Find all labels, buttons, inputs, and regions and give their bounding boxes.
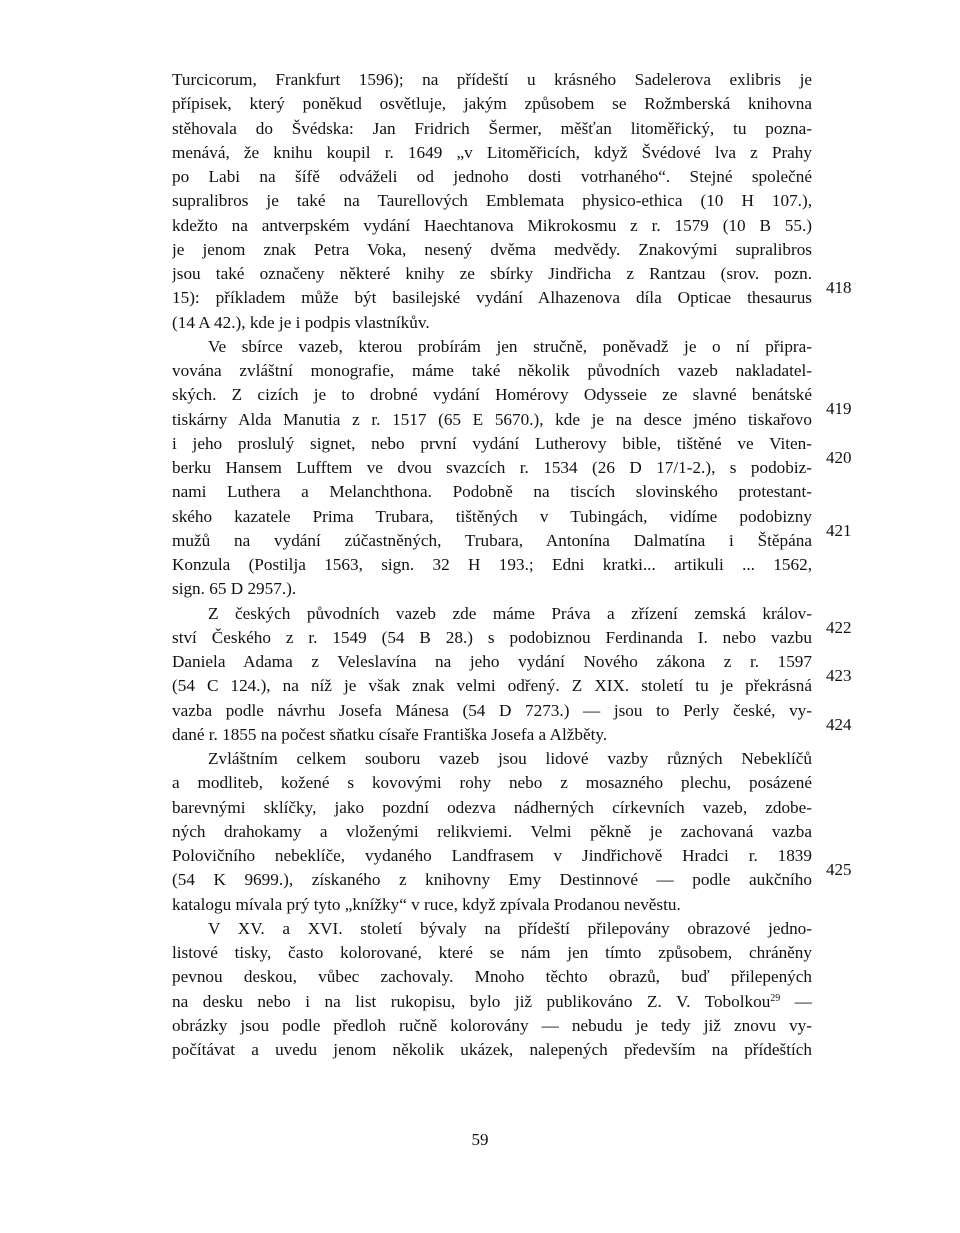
- page-number: 59: [471, 1130, 489, 1149]
- text-line: Konzula (Postilja 1563, sign. 32 H 193.; Edni kratki... artikuli ... 1562,: [172, 555, 812, 574]
- text-line: kdežto na antverpském vydání Haechtanova Mikrokosmu z r. 1579 (10 B 55.): [172, 215, 812, 235]
- text-line: (54 K 9699.), získaného z knihovny Emy Destinnové — podle aukčního: [172, 870, 812, 890]
- text-line: Ve sbírce vazeb, kterou probírám jen stručně, poněvadž je o ní připra-: [208, 336, 812, 356]
- text-line: ství Českého z r. 1549 (54 B 28.) s podobiznou Ferdinanda I. nebo vazbu: [172, 627, 812, 647]
- text-line: ského kazatele Prima Trubara, tištěných v Tubingách, vidíme podobizny: [172, 506, 812, 526]
- text-line: supralibros je také na Taurellových Emblemata physico-ethica (10 H 107.),: [172, 191, 812, 211]
- text-line: počítávat a uvedu jenom několik ukázek, nalepených především na přídeštích: [172, 1040, 812, 1059]
- text-line: stěhovala do Švédska: Jan Fridrich Šermer, měšťan litoměřický, tu pozna-: [172, 118, 812, 138]
- text-line: tiskárny Alda Manutia z r. 1517 (65 E 5670.), kde je na desce jméno tiskařovo: [172, 409, 812, 429]
- text-line: listové tisky, často kolorované, které se nám jen tímto způsobem, chráněny: [172, 943, 812, 962]
- text-line: Daniela Adama z Veleslavína na jeho vydání Nového zákona z r. 1597: [172, 652, 812, 671]
- text-line: (14 A 42.), kde je i podpis vlastníkův.: [172, 312, 430, 332]
- margin-number: 420: [826, 448, 852, 467]
- text-line: barevnými sklíčky, jako pozdní odezva nádherných církevních vazeb, zdobe-: [172, 797, 812, 817]
- text-line: 15): příkladem může být basilejské vydání Alhazenova díla Opticae thesaurus: [172, 288, 812, 308]
- body-text: [172, 68, 812, 1062]
- text-line: Polovičního nebeklíče, vydaného Landfrasem v Jindřichově Hradci r. 1839: [172, 846, 812, 865]
- text-segment: na desku nebo i na list rukopisu, bylo již publikováno Z. V. Tobolkou: [172, 991, 771, 1011]
- text-line: ných drahokamy a vloženými relikviemi. Velmi pěkně je zachovaná vazba: [172, 821, 812, 841]
- text-line: vována zvláštní monografie, máme také několik původních vazeb nakladatel-: [172, 361, 812, 380]
- text-line: Zvláštním celkem souboru vazeb jsou lidové vazby různých Nebeklíčů: [208, 749, 812, 768]
- text-line: sign. 65 D 2957.).: [172, 579, 297, 599]
- text-line: i jeho proslulý signet, nebo první vydání Lutherovy bible, tištěné ve Viten-: [172, 433, 812, 453]
- text-line: berku Hansem Lufftem ve dvou svazcích r. 1534 (26 D 17/1-2.), s podobiz-: [172, 458, 812, 477]
- margin-number: 422: [826, 618, 852, 637]
- text-line: je jenom znak Petra Voka, nesený dvěma medvědy. Znakovými supralibros: [172, 239, 812, 259]
- margin-number: 423: [826, 666, 852, 685]
- margin-number: 419: [826, 399, 852, 418]
- text-line: nami Luthera a Melanchthona. Podobně na tiscích slovinského protestant-: [172, 482, 812, 502]
- text-line: obrázky jsou podle předloh ručně kolorovány — nebudu je tedy již znovu vy-: [172, 1015, 812, 1035]
- text-line: katalogu mívala prý tyto „knížky“ v ruce, když zpívala Prodanou nevěstu.: [172, 894, 681, 914]
- text-line: jsou také označeny některé knihy ze sbírky Jindřicha z Rantzau (srov. pozn.: [172, 264, 812, 283]
- text-line: ských. Z cizích je to drobné vydání Homérovy Odysseie ze slavné benátské: [172, 385, 812, 405]
- margin-number: 425: [826, 860, 852, 879]
- text-line: pevnou deskou, vůbec zachovaly. Mnoho těchto obrazů, buď přilepených: [172, 967, 812, 987]
- margin-number: 424: [826, 715, 852, 734]
- text-line: Turcicorum, Frankfurt 1596); na přídeští u krásného Sadelerova exlibris je: [172, 70, 812, 89]
- text-line: Z českých původních vazeb zde máme Práva a zřízení zemská králov-: [208, 603, 812, 623]
- margin-number: 418: [826, 278, 852, 297]
- text-line: vazba podle návrhu Josefa Mánesa (54 D 7273.) — jsou to Perly české, vy-: [172, 700, 812, 720]
- text-line: V XV. a XVI. století bývaly na přídeští přilepovány obrazové jedno-: [208, 918, 812, 938]
- text-line: menává, že knihu koupil r. 1649 „v Litoměřicích, když Švédové lva z Prahy: [172, 142, 812, 162]
- margin-number: 421: [826, 521, 852, 540]
- text-line: (54 C 124.), na níž je však znak velmi odřený. Z XIX. století tu je překrásná: [172, 676, 812, 696]
- text-segment: —: [780, 991, 812, 1011]
- text-line: mužů na vydání zúčastněných, Trubara, Antonína Dalmatína i Štěpána: [172, 530, 812, 550]
- text-line: po Labi na šífě odváželi od jednoho dosti votrhaného“. Stejné společné: [172, 167, 812, 186]
- text-line: a modliteb, kožené s kovovými rohy nebo z mosazného plechu, posázené: [172, 773, 812, 793]
- text-line: přípisek, který poněkud osvětluje, jakým způsobem se Rožmberská knihovna: [172, 94, 812, 114]
- text-line: dané r. 1855 na počest sňatku císaře Františka Josefa a Alžběty.: [172, 724, 608, 744]
- text-line-with-footnote: [172, 990, 812, 1014]
- footnote-reference: 29: [770, 992, 781, 1004]
